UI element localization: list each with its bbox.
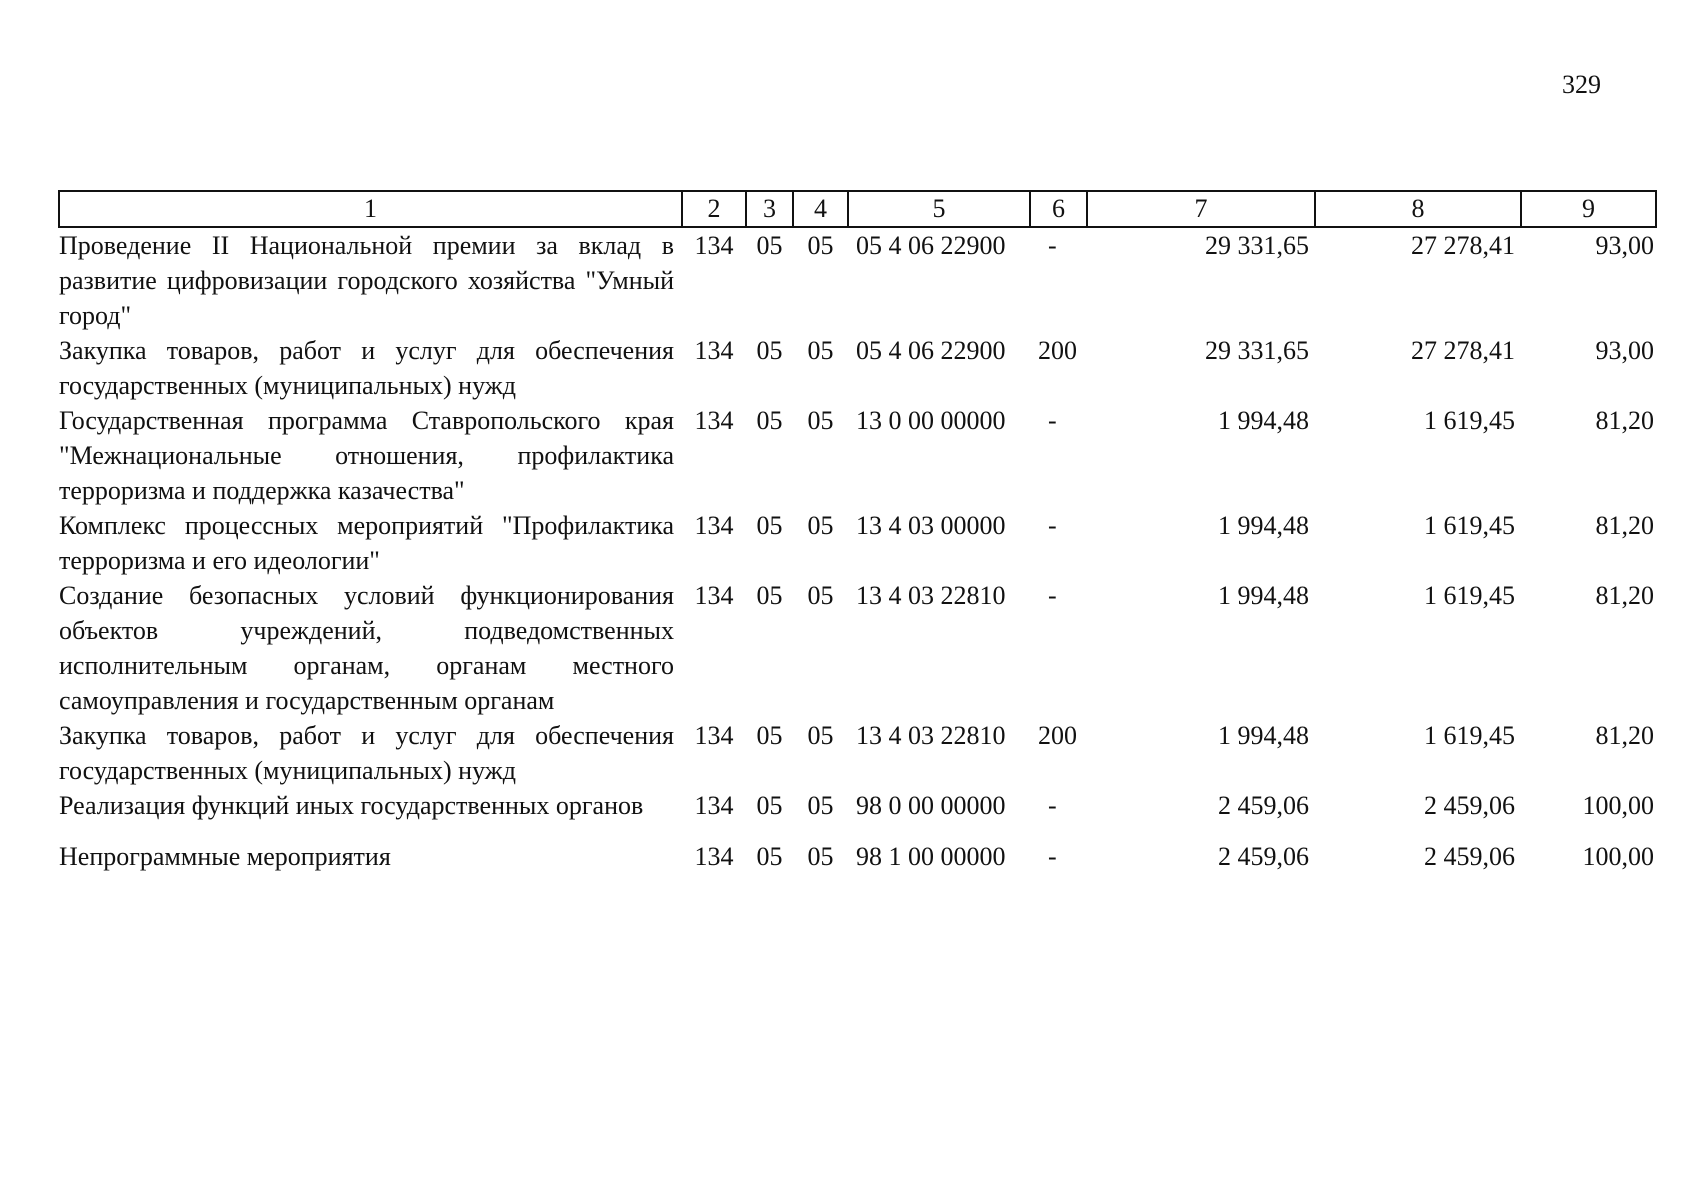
header-col-6: 6 bbox=[1030, 191, 1087, 227]
row-percent: 81,20 bbox=[1595, 406, 1654, 435]
row-section-code: 05 bbox=[756, 406, 783, 435]
row-planned-amount: 1 994,48 bbox=[1218, 581, 1309, 610]
row-ministry-code: 134 bbox=[694, 842, 734, 871]
header-col-3: 3 bbox=[746, 191, 793, 227]
row-planned-amount: 1 994,48 bbox=[1218, 721, 1309, 750]
row-section-code: 05 bbox=[756, 721, 783, 750]
row-name: Непрограммные мероприятия bbox=[59, 842, 391, 871]
header-col-7: 7 bbox=[1087, 191, 1315, 227]
row-section-code: 05 bbox=[756, 511, 783, 540]
row-actual-amount: 1 619,45 bbox=[1424, 511, 1515, 540]
row-percent: 81,20 bbox=[1595, 511, 1654, 540]
row-ministry-code: 134 bbox=[694, 511, 734, 540]
header-row bbox=[59, 191, 1656, 227]
row-target-article: 13 4 03 00000 bbox=[856, 511, 1006, 540]
row-section-code: 05 bbox=[756, 336, 783, 365]
header-col-8: 8 bbox=[1315, 191, 1521, 227]
row-expense-type: 200 bbox=[1038, 721, 1077, 750]
row-subsection-code: 05 bbox=[807, 721, 834, 750]
header-col-2: 2 bbox=[682, 191, 746, 227]
table-row bbox=[59, 403, 1656, 508]
table-row bbox=[59, 578, 1656, 718]
row-planned-amount: 2 459,06 bbox=[1218, 842, 1309, 871]
row-target-article: 13 4 03 22810 bbox=[856, 721, 1006, 750]
row-target-article: 13 0 00 00000 bbox=[856, 406, 1006, 435]
row-section-code: 05 bbox=[756, 791, 783, 820]
row-expense-type: - bbox=[1048, 791, 1057, 820]
row-name: Закупка товаров, работ и услуг для обеспечения государственных (муниципальных) нужд bbox=[59, 336, 674, 400]
row-subsection-code: 05 bbox=[807, 231, 834, 260]
row-ministry-code: 134 bbox=[694, 231, 734, 260]
row-actual-amount: 1 619,45 bbox=[1424, 721, 1515, 750]
row-expense-type: - bbox=[1048, 581, 1057, 610]
row-actual-amount: 1 619,45 bbox=[1424, 406, 1515, 435]
row-section-code: 05 bbox=[756, 231, 783, 260]
row-subsection-code: 05 bbox=[807, 842, 834, 871]
row-ministry-code: 134 bbox=[694, 721, 734, 750]
header-col-1: 1 bbox=[59, 191, 682, 227]
row-planned-amount: 29 331,65 bbox=[1205, 336, 1309, 365]
table-row bbox=[59, 823, 1656, 874]
header-col-5: 5 bbox=[848, 191, 1030, 227]
row-expense-type: - bbox=[1048, 406, 1057, 435]
header-col-4: 4 bbox=[793, 191, 848, 227]
row-ministry-code: 134 bbox=[694, 336, 734, 365]
row-name: Реализация функций иных государственных органов bbox=[59, 791, 644, 820]
row-planned-amount: 1 994,48 bbox=[1218, 511, 1309, 540]
header-col-9: 9 bbox=[1521, 191, 1656, 227]
row-name: Государственная программа Ставропольского края "Межнациональные отношения, профилактика терроризма и поддержка казачества" bbox=[59, 406, 674, 505]
row-expense-type: - bbox=[1048, 842, 1057, 871]
row-ministry-code: 134 bbox=[694, 791, 734, 820]
row-section-code: 05 bbox=[756, 842, 783, 871]
row-expense-type: - bbox=[1048, 231, 1057, 260]
row-target-article: 98 1 00 00000 bbox=[856, 842, 1006, 871]
row-actual-amount: 2 459,06 bbox=[1424, 791, 1515, 820]
table-row bbox=[59, 227, 1656, 333]
page-number: 329 bbox=[1562, 70, 1601, 99]
row-percent: 81,20 bbox=[1595, 581, 1654, 610]
row-planned-amount: 2 459,06 bbox=[1218, 791, 1309, 820]
row-target-article: 13 4 03 22810 bbox=[856, 581, 1006, 610]
row-planned-amount: 29 331,65 bbox=[1205, 231, 1309, 260]
table-row bbox=[59, 508, 1656, 578]
row-percent: 100,00 bbox=[1582, 842, 1654, 871]
row-target-article: 98 0 00 00000 bbox=[856, 791, 1006, 820]
table-row bbox=[59, 788, 1656, 823]
row-subsection-code: 05 bbox=[807, 791, 834, 820]
table-header bbox=[59, 191, 1656, 227]
row-percent: 93,00 bbox=[1595, 336, 1654, 365]
table-row bbox=[59, 333, 1656, 403]
row-subsection-code: 05 bbox=[807, 336, 834, 365]
budget-table bbox=[58, 190, 1657, 874]
row-actual-amount: 27 278,41 bbox=[1411, 336, 1515, 365]
row-section-code: 05 bbox=[756, 581, 783, 610]
row-target-article: 05 4 06 22900 bbox=[856, 336, 1006, 365]
row-actual-amount: 1 619,45 bbox=[1424, 581, 1515, 610]
row-target-article: 05 4 06 22900 bbox=[856, 231, 1006, 260]
row-percent: 93,00 bbox=[1595, 231, 1654, 260]
row-ministry-code: 134 bbox=[694, 581, 734, 610]
table-body bbox=[59, 227, 1656, 874]
row-subsection-code: 05 bbox=[807, 406, 834, 435]
row-expense-type: - bbox=[1048, 511, 1057, 540]
row-name: Комплекс процессных мероприятий "Профилактика терроризма и его идеологии" bbox=[59, 511, 674, 575]
row-name: Создание безопасных условий функционирования объектов учреждений, подведомственных исполнительным органам, органам местного самоуправления и государственным органам bbox=[59, 581, 674, 715]
row-subsection-code: 05 bbox=[807, 581, 834, 610]
row-actual-amount: 2 459,06 bbox=[1424, 842, 1515, 871]
row-name: Закупка товаров, работ и услуг для обеспечения государственных (муниципальных) нужд bbox=[59, 721, 674, 785]
row-subsection-code: 05 bbox=[807, 511, 834, 540]
row-actual-amount: 27 278,41 bbox=[1411, 231, 1515, 260]
row-expense-type: 200 bbox=[1038, 336, 1077, 365]
row-name: Проведение II Национальной премии за вклад в развитие цифровизации городского хозяйства "Умный город" bbox=[59, 231, 674, 330]
row-planned-amount: 1 994,48 bbox=[1218, 406, 1309, 435]
row-percent: 81,20 bbox=[1595, 721, 1654, 750]
row-ministry-code: 134 bbox=[694, 406, 734, 435]
row-percent: 100,00 bbox=[1582, 791, 1654, 820]
table-row bbox=[59, 718, 1656, 788]
